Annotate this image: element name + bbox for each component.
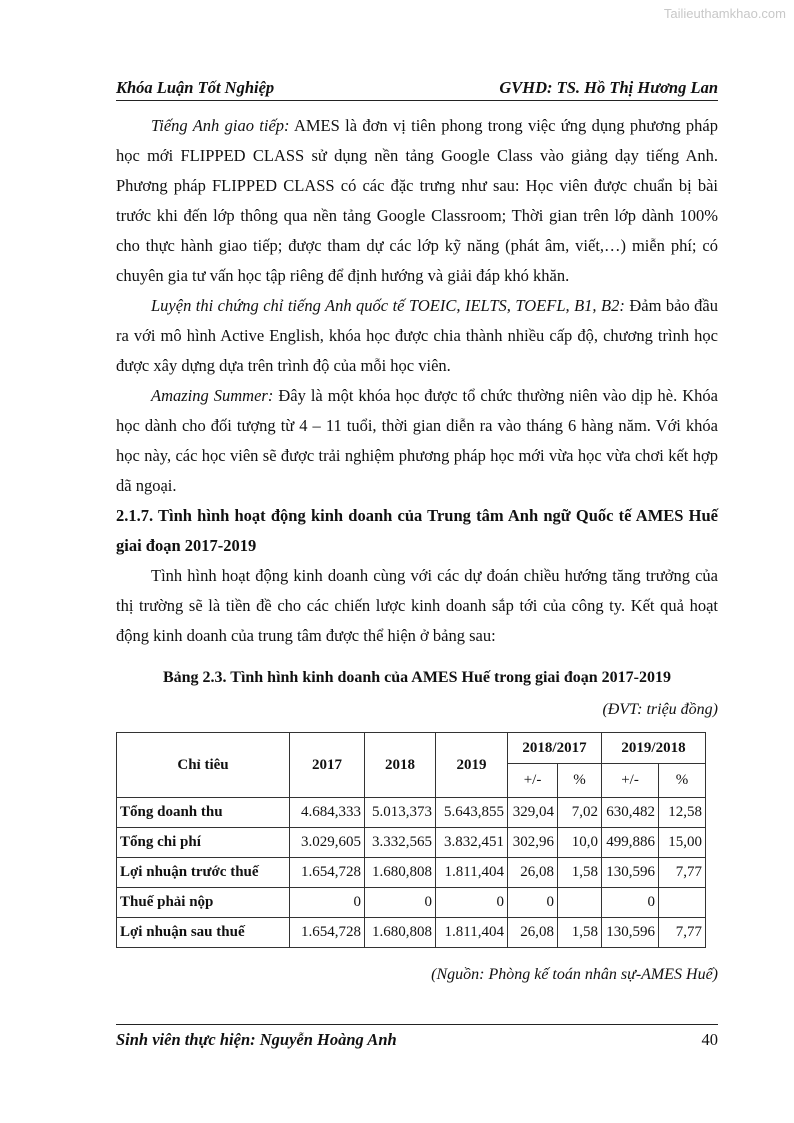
subheader-pct: % [659,764,706,798]
row-label: Lợi nhuận sau thuế [117,918,290,948]
table-unit: (ĐVT: triệu đồng) [602,701,718,718]
table-row [117,918,706,948]
cell-diff-1: 0 [508,888,558,918]
paragraph-amazing-summer [116,381,718,501]
cell-2018: 5.013,373 [365,798,436,828]
cell-pct-1: 10,0 [558,828,602,858]
paragraph-exam-prep [116,291,718,381]
header-2019: 2019 [436,733,508,798]
cell-pct-2: 15,00 [659,828,706,858]
section-paragraph: Tình hình hoạt động kinh doanh cùng với các dự đoán chiều hướng tăng trưởng của thị trường sẽ là tiền đề cho các chiến lược kinh doanh sắp tới của công ty. Kết quả hoạt động kinh doanh của trung tâm được thể hiện ở bảng sau: [116,566,718,645]
subheader-abs: +/- [602,764,659,798]
cell-diff-2: 130,596 [602,918,659,948]
cell-2018: 1.680,808 [365,858,436,888]
cell-pct-2 [659,888,706,918]
row-label: Lợi nhuận trước thuế [117,858,290,888]
cell-diff-2: 0 [602,888,659,918]
cell-diff-1: 26,08 [508,918,558,948]
table-row [117,888,706,918]
cell-diff-1: 329,04 [508,798,558,828]
cell-2017: 1.654,728 [290,858,365,888]
page-number: 40 [701,1030,718,1049]
subheader-abs: +/- [508,764,558,798]
paragraph-body: Đây là một khóa học được tổ chức thường niên vào dịp hè. Khóa học dành cho đối tượng từ 4 – 11 tuổi, thời gian diễn ra vào tháng 6 hàng năm. Với khóa học này, các học viên sẽ được trải nghiệm phương pháp học mới vừa học vừa chơi kết hợp dã ngoại. [116,386,718,495]
cell-pct-1 [558,888,602,918]
cell-2017: 4.684,333 [290,798,365,828]
cell-diff-2: 630,482 [602,798,659,828]
cell-2019: 1.811,404 [436,918,508,948]
header-indicator: Chỉ tiêu [117,733,290,798]
row-label: Tổng chi phí [117,828,290,858]
section-heading: 2.1.7. Tình hình hoạt động kinh doanh của Trung tâm Anh ngữ Quốc tế AMES Huế giai đoạn 2017-2019 [116,506,718,555]
cell-diff-1: 302,96 [508,828,558,858]
cell-pct-1: 1,58 [558,858,602,888]
cell-2017: 3.029,605 [290,828,365,858]
cell-diff-2: 130,596 [602,858,659,888]
cell-pct-1: 7,02 [558,798,602,828]
cell-2017: 0 [290,888,365,918]
cell-2019: 5.643,855 [436,798,508,828]
cell-diff-1: 26,08 [508,858,558,888]
business-results-table [116,732,706,948]
cell-pct-1: 1,58 [558,918,602,948]
body-text [116,111,718,651]
table-row [117,828,706,858]
header-advisor: GVHD: TS. Hồ Thị Hương Lan [499,78,718,97]
row-label: Thuế phải nộp [117,888,290,918]
cell-pct-2: 12,58 [659,798,706,828]
cell-2018: 1.680,808 [365,918,436,948]
header-2018-vs-2017: 2018/2017 [508,733,602,764]
row-label: Tổng doanh thu [117,798,290,828]
paragraph-body: AMES là đơn vị tiên phong trong việc ứng dụng phương pháp học mới FLIPPED CLASS sử dụng nền tảng Google Class vào giảng dạy tiếng Anh. Phương pháp FLIPPED CLASS có các đặc trưng như sau: Học viên được chuẩn bị bài trước khi đến lớp thông qua nền tảng Google Classroom; Thời gian trên lớp dành 100% cho thực hành giao tiếp; được tham dự các lớp kỹ năng (phát âm, viết,…) miễn phí; có chuyên gia tư vấn học tập riêng để định hướng và giải đáp khó khăn. [116,116,718,285]
footer-student: Sinh viên thực hiện: Nguyễn Hoàng Anh [116,1030,397,1049]
cell-pct-2: 7,77 [659,918,706,948]
paragraph-lead: Amazing Summer: [151,386,274,405]
cell-pct-2: 7,77 [659,858,706,888]
page-header [116,76,718,101]
paragraph-lead: Tiếng Anh giao tiếp: [151,116,290,135]
paragraph-body: Đảm bảo đầu ra với mô hình Active English, khóa học được chia thành nhiều cấp độ, chương trình học được xây dựng dựa trên trình độ của mỗi học viên. [116,296,718,375]
cell-diff-2: 499,886 [602,828,659,858]
table-row [117,858,706,888]
table-caption: Bảng 2.3. Tình hình kinh doanh của AMES Huế trong giai đoạn 2017-2019 [162,669,671,686]
paragraph-communication-english [116,111,718,291]
cell-2018: 3.332,565 [365,828,436,858]
header-2019-vs-2018: 2019/2018 [602,733,706,764]
cell-2019: 1.811,404 [436,858,508,888]
header-2017: 2017 [290,733,365,798]
cell-2018: 0 [365,888,436,918]
table-source: (Nguồn: Phòng kế toán nhân sự-AMES Huế) [431,966,718,983]
page-footer [116,1024,718,1049]
table-row [117,798,706,828]
cell-2019: 0 [436,888,508,918]
cell-2017: 1.654,728 [290,918,365,948]
header-2018: 2018 [365,733,436,798]
cell-2019: 3.832,451 [436,828,508,858]
table-header-row [117,733,706,764]
subheader-pct: % [558,764,602,798]
paragraph-lead: Luyện thi chứng chỉ tiếng Anh quốc tế TOEIC, IELTS, TOEFL, B1, B2: [151,296,625,315]
header-thesis-title: Khóa Luận Tốt Nghiệp [116,78,275,97]
watermark: Tailieuthamkhao.com [663,6,786,21]
